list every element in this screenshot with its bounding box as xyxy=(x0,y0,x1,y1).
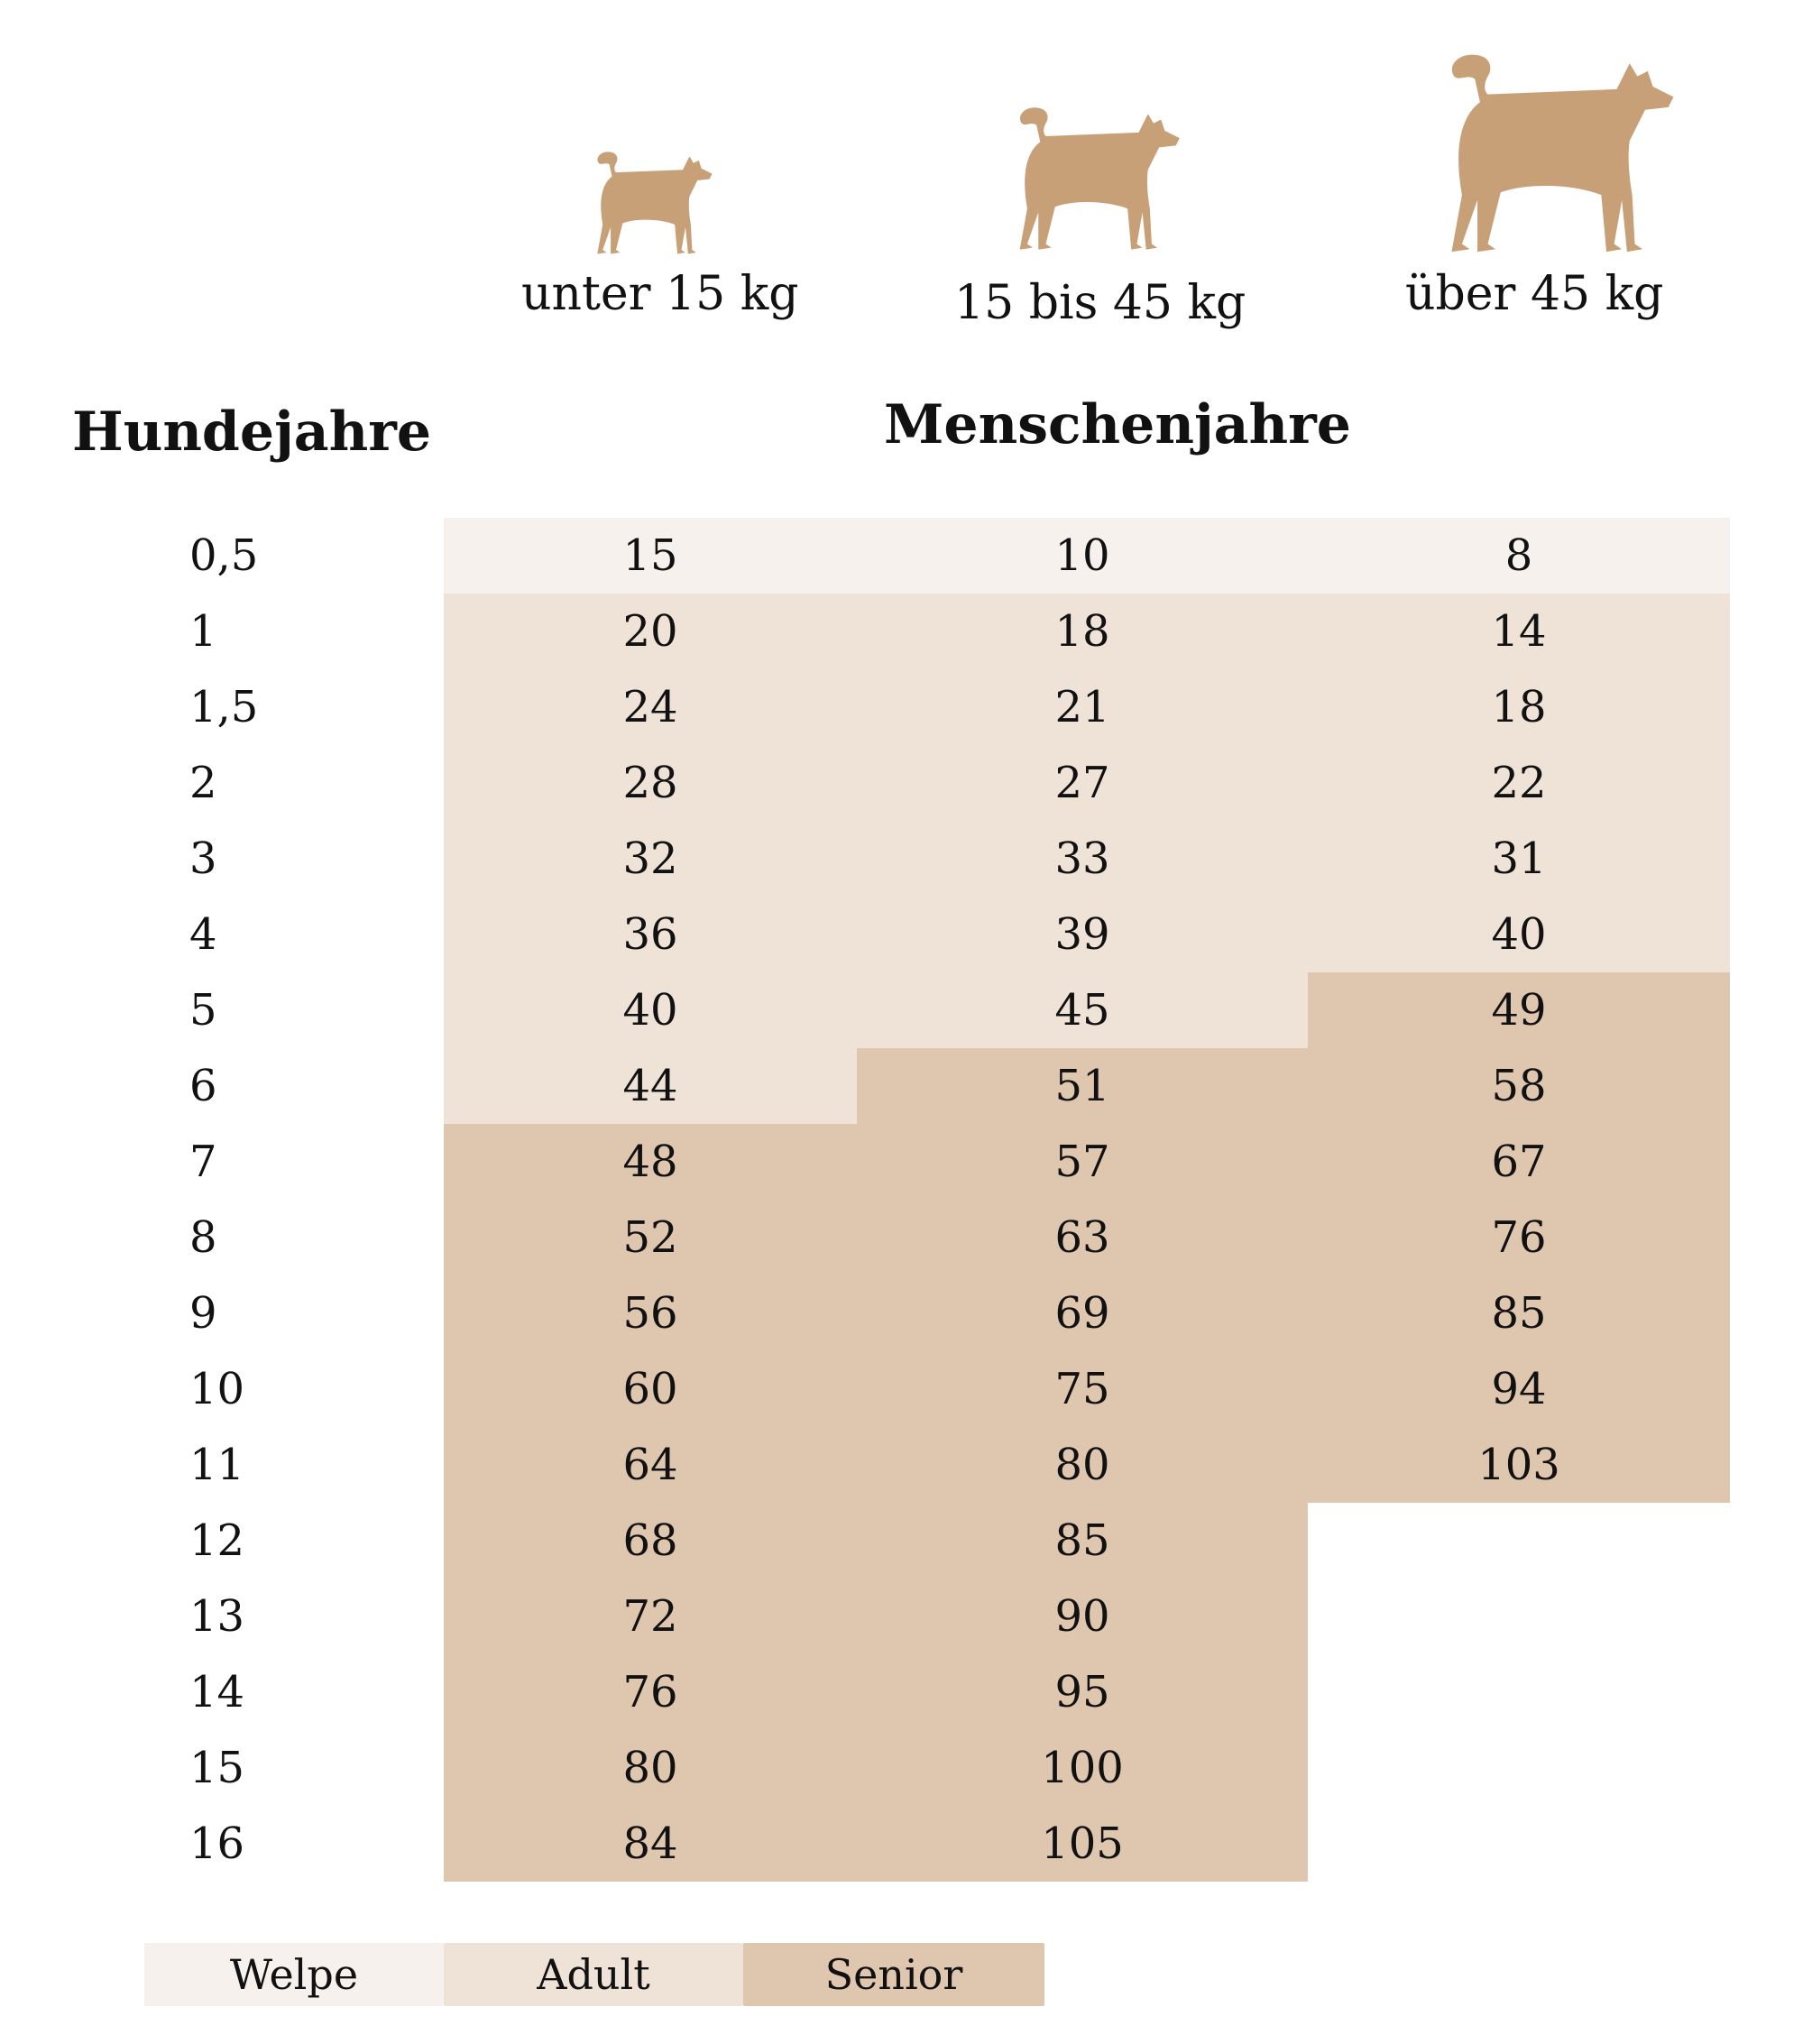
human-year-cell: 14 xyxy=(1308,594,1730,669)
human-year-cell: 95 xyxy=(857,1654,1308,1730)
human-year-cell: 31 xyxy=(1308,821,1730,897)
dog-year-cell: 8 xyxy=(189,1212,217,1263)
dog-year-cell: 14 xyxy=(189,1667,245,1717)
human-year-cell: 21 xyxy=(857,669,1308,745)
human-year-cell: 52 xyxy=(444,1200,857,1275)
human-year-cell: 85 xyxy=(857,1503,1308,1579)
human-year-cell: 49 xyxy=(1308,972,1730,1048)
human-year-cell: 69 xyxy=(857,1275,1308,1351)
dog-year-cell: 16 xyxy=(189,1818,245,1869)
dog-year-cell: 15 xyxy=(189,1743,245,1793)
human-year-cell: 80 xyxy=(857,1427,1308,1503)
human-year-cell: 15 xyxy=(444,518,857,594)
legend-senior xyxy=(743,1943,1044,2006)
human-year-cell: 63 xyxy=(857,1200,1308,1275)
human-year-cell: 75 xyxy=(857,1351,1308,1427)
dog-year-cell: 5 xyxy=(189,985,217,1036)
human-year-cell: 85 xyxy=(1308,1275,1730,1351)
dog-year-cell: 0,5 xyxy=(189,530,259,581)
human-year-cell: 28 xyxy=(444,745,857,821)
human-year-cell: 36 xyxy=(444,897,857,972)
human-year-cell: 18 xyxy=(857,594,1308,669)
legend-welpe xyxy=(144,1943,444,2006)
legend-senior-label: Senior xyxy=(824,1950,963,1999)
human-year-cell: 8 xyxy=(1308,518,1730,594)
human-years-heading: Menschenjahre xyxy=(884,393,1351,456)
human-year-cell: 105 xyxy=(857,1806,1308,1882)
human-year-cell: 56 xyxy=(444,1275,857,1351)
human-year-cell: 10 xyxy=(857,518,1308,594)
dog-year-cell: 13 xyxy=(189,1591,245,1642)
legend-adult-label: Adult xyxy=(537,1950,650,1999)
human-year-cell: 39 xyxy=(857,897,1308,972)
human-year-cell: 57 xyxy=(857,1124,1308,1200)
human-year-cell: 20 xyxy=(444,594,857,669)
dog-year-cell: 11 xyxy=(189,1440,245,1490)
human-year-cell: 72 xyxy=(444,1579,857,1654)
dog-year-cell: 7 xyxy=(189,1137,217,1187)
human-year-cell: 100 xyxy=(857,1730,1308,1806)
human-year-cell: 27 xyxy=(857,745,1308,821)
dog-year-cell: 1 xyxy=(189,606,217,657)
human-year-cell: 58 xyxy=(1308,1048,1730,1124)
human-year-cell: 33 xyxy=(857,821,1308,897)
dog-year-cell: 3 xyxy=(189,833,217,884)
dog-year-cell: 9 xyxy=(189,1288,217,1339)
human-year-cell: 51 xyxy=(857,1048,1308,1124)
human-year-cell: 22 xyxy=(1308,745,1730,821)
dog-year-cell: 10 xyxy=(189,1364,245,1414)
human-year-cell: 94 xyxy=(1308,1351,1730,1427)
human-year-cell: 45 xyxy=(857,972,1308,1048)
dog-year-cell: 1,5 xyxy=(189,682,259,732)
human-year-cell: 68 xyxy=(444,1503,857,1579)
legend-welpe-label: Welpe xyxy=(229,1950,359,1999)
human-year-cell: 40 xyxy=(1308,897,1730,972)
dog-year-cell: 2 xyxy=(189,758,217,808)
human-year-cell: 40 xyxy=(444,972,857,1048)
size-label-medium: 15 bis 45 kg xyxy=(954,276,1246,330)
human-year-cell: 76 xyxy=(1308,1200,1730,1275)
human-year-cell: 103 xyxy=(1308,1427,1730,1503)
human-year-cell: 84 xyxy=(444,1806,857,1882)
dog-year-cell: 4 xyxy=(189,909,217,960)
human-year-cell: 67 xyxy=(1308,1124,1730,1200)
human-year-cell: 24 xyxy=(444,669,857,745)
size-label-large: über 45 kg xyxy=(1405,267,1664,321)
human-year-cell: 90 xyxy=(857,1579,1308,1654)
dog-year-cell: 6 xyxy=(189,1061,217,1111)
size-label-small: unter 15 kg xyxy=(521,267,799,321)
human-year-cell: 32 xyxy=(444,821,857,897)
legend-adult xyxy=(444,1943,743,2006)
human-year-cell: 44 xyxy=(444,1048,857,1124)
human-year-cell: 60 xyxy=(444,1351,857,1427)
dog-year-cell: 12 xyxy=(189,1515,245,1566)
human-year-cell: 48 xyxy=(444,1124,857,1200)
dog-years-heading: Hundejahre xyxy=(72,401,432,464)
human-year-cell: 76 xyxy=(444,1654,857,1730)
human-year-cell: 64 xyxy=(444,1427,857,1503)
human-year-cell: 18 xyxy=(1308,669,1730,745)
human-year-cell: 80 xyxy=(444,1730,857,1806)
